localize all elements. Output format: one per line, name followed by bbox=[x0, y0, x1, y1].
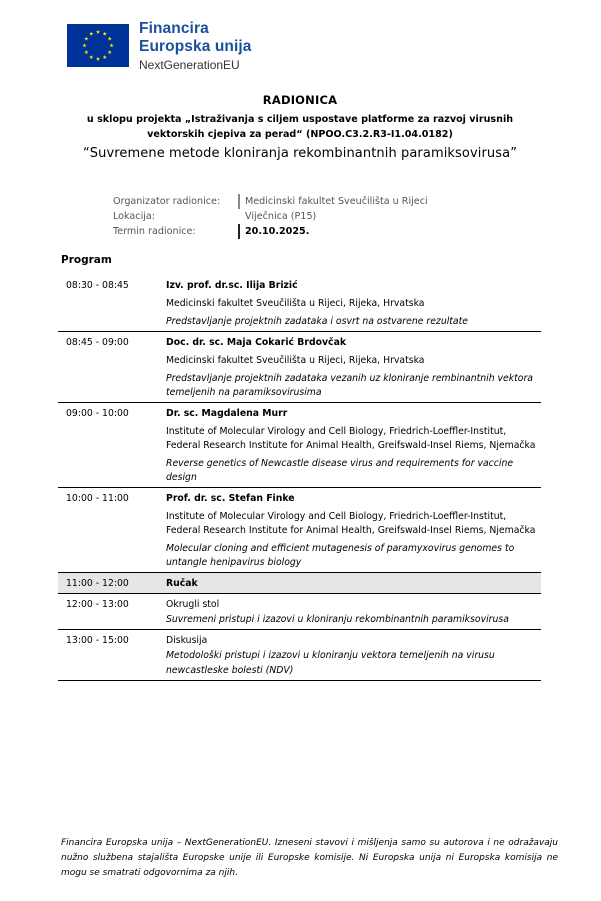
program-topic: Molecular cloning and efficient mutagenesis of paramyxovirus genomes to untangle henipavirus biology bbox=[166, 543, 515, 568]
program-row-lunch bbox=[58, 573, 541, 594]
eu-star-icon bbox=[108, 37, 112, 41]
project-subtitle-line-2: vektorskih cjepiva za perad“ (NPOO.C3.2.R3-I1.04.0182) bbox=[147, 129, 453, 140]
eu-stars-circle bbox=[67, 24, 129, 67]
eu-star-icon bbox=[109, 43, 113, 47]
program-row bbox=[58, 275, 541, 332]
program-details bbox=[166, 491, 541, 570]
program-time: 11:00 - 12:00 bbox=[66, 578, 129, 589]
program-row bbox=[58, 332, 541, 403]
info-label: Termin radionice: bbox=[113, 226, 196, 237]
eu-disclaimer: Financira Europska unija – NextGenerationEU. Izneseni stavovi i mišljenja samo su autorova i ne odražavaju nužno službena stajališta Europske unije ili Europske komisije. Ni Europska unija ni Europska komisija ne mogu se smatrati odgovornima za njih. bbox=[61, 838, 558, 878]
program-details bbox=[166, 278, 541, 329]
program-topic: Suvremeni pristupi i izazovi u kloniranju rekombinantnih paramiksovirusa bbox=[166, 614, 509, 625]
logo-line-financira: Financira bbox=[139, 20, 209, 37]
program-session-title: Okrugli stol bbox=[166, 599, 220, 610]
eu-star-icon bbox=[108, 50, 112, 54]
program-time: 08:45 - 09:00 bbox=[66, 337, 129, 348]
eu-star-icon bbox=[89, 55, 93, 59]
eu-funding-logo bbox=[67, 20, 252, 74]
program-table bbox=[58, 275, 541, 681]
info-row-organizer bbox=[113, 194, 428, 209]
program-speaker: Izv. prof. dr.sc. Ilija Brizić bbox=[166, 280, 298, 291]
program-time: 12:00 - 13:00 bbox=[66, 599, 129, 610]
eu-flag-icon bbox=[67, 24, 129, 67]
workshop-info bbox=[113, 194, 428, 239]
program-speaker: Doc. dr. sc. Maja Cokarić Brdovčak bbox=[166, 337, 347, 348]
workshop-title: “Suvremene metode kloniranja rekombinantnih paramiksovirusa” bbox=[82, 146, 518, 161]
info-row-date bbox=[113, 224, 428, 239]
logo-line-europska-unija: Europska unija bbox=[139, 37, 252, 55]
program-topic: Predstavljanje projektnih zadataka i osvrt na ostvarene rezultate bbox=[166, 316, 468, 327]
program-details bbox=[166, 406, 541, 485]
logo-text bbox=[139, 20, 252, 71]
eu-star-icon bbox=[82, 43, 86, 47]
logo-line-nextgenerationeu: NextGenerationEU bbox=[139, 58, 240, 72]
program-row bbox=[58, 403, 541, 488]
program-details bbox=[166, 335, 541, 400]
info-label: Lokacija: bbox=[113, 211, 156, 222]
program-row bbox=[58, 630, 541, 681]
program-details bbox=[166, 597, 541, 627]
program-row bbox=[58, 594, 541, 630]
program-topic: Predstavljanje projektnih zadataka vezanih uz kloniranje rembinantnih vektora temeljenih na paramiksovirusima bbox=[166, 373, 534, 398]
program-affiliation: Institute of Molecular Virology and Cell Biology, Friedrich-Loeffler-Institut, Federal Research Institute for Animal Health, Greifswald-Insel Riems, Njemačka bbox=[166, 426, 536, 451]
info-row-location bbox=[113, 209, 428, 224]
info-label: Organizator radionice: bbox=[113, 196, 221, 207]
info-value: Medicinski fakultet Sveučilišta u Rijeci bbox=[238, 194, 428, 209]
project-subtitle bbox=[60, 112, 540, 142]
eu-star-icon bbox=[84, 37, 88, 41]
eu-star-icon bbox=[96, 57, 100, 61]
program-affiliation: Institute of Molecular Virology and Cell Biology, Friedrich-Loeffler-Institut, Federal Research Institute for Animal Health, Greifswald-Insel Riems, Njemačka bbox=[166, 511, 536, 536]
program-topic: Metodološki pristupi i izazovi u kloniranju vektora temeljenih na virusu newcastleske bolesti (NDV) bbox=[166, 650, 495, 676]
program-time: 08:30 - 08:45 bbox=[66, 280, 129, 291]
info-value: Viječnica (P15) bbox=[245, 211, 317, 222]
program-time: 10:00 - 11:00 bbox=[66, 493, 129, 504]
program-time: 09:00 - 10:00 bbox=[66, 408, 129, 419]
program-speaker: Dr. sc. Magdalena Murr bbox=[166, 408, 288, 419]
eu-star-icon bbox=[89, 32, 93, 36]
program-affiliation: Medicinski fakultet Sveučilišta u Rijeci, Rijeka, Hrvatska bbox=[166, 298, 425, 309]
program-speaker: Prof. dr. sc. Stefan Finke bbox=[166, 493, 295, 504]
project-subtitle-line-1: u sklopu projekta „Istraživanja s ciljem uspostave platforme za razvoj virusnih bbox=[86, 114, 514, 125]
program-details bbox=[166, 633, 541, 678]
program-session-title: Diskusija bbox=[166, 635, 208, 646]
program-session-title: Ručak bbox=[166, 578, 198, 589]
program-topic: Reverse genetics of Newcastle disease virus and requirements for vaccine design bbox=[166, 458, 514, 483]
info-value: 20.10.2025. bbox=[238, 224, 309, 239]
title-block bbox=[60, 93, 540, 161]
program-row bbox=[58, 488, 541, 573]
program-details bbox=[166, 576, 541, 591]
program-time: 13:00 - 15:00 bbox=[66, 635, 129, 646]
program-affiliation: Medicinski fakultet Sveučilišta u Rijeci, Rijeka, Hrvatska bbox=[166, 355, 425, 366]
eu-star-icon bbox=[103, 55, 107, 59]
eu-star-icon bbox=[84, 50, 88, 54]
eu-star-icon bbox=[96, 30, 100, 34]
program-heading: Program bbox=[61, 254, 112, 266]
eu-star-icon bbox=[103, 32, 107, 36]
document-title: RADIONICA bbox=[262, 93, 338, 107]
